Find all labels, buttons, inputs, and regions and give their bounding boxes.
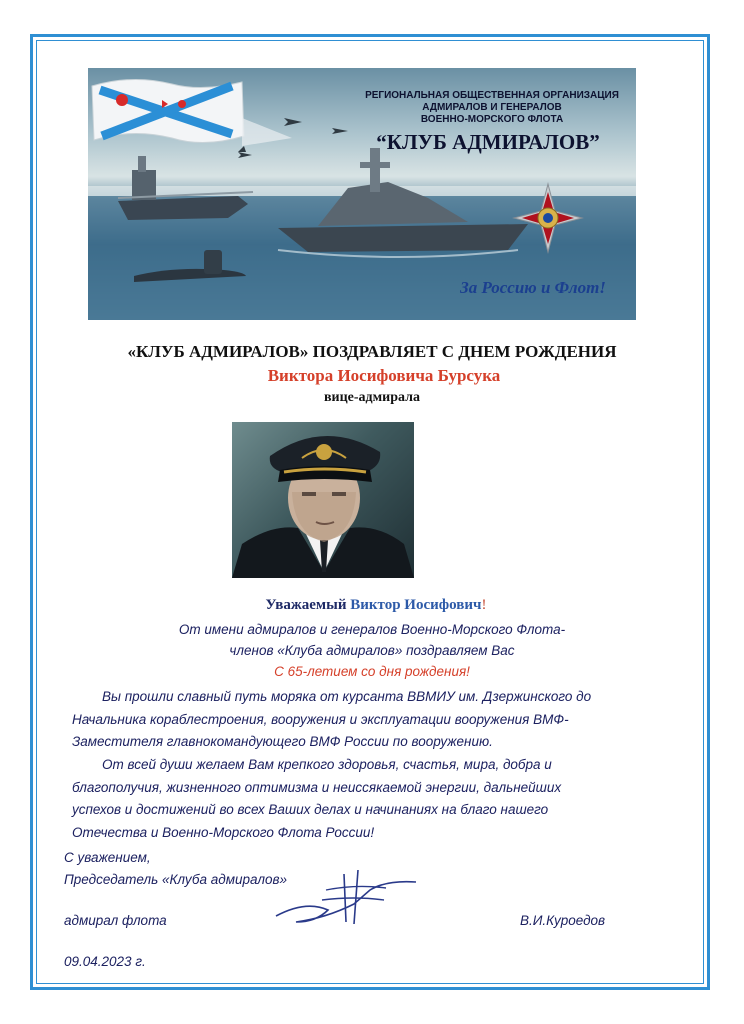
intro-line-1: От имени адмиралов и генералов Военно-Морского Флота- [178, 622, 566, 637]
paragraph-career [72, 686, 672, 754]
greeting-name: Виктор Иосифович [350, 597, 482, 613]
org-line: РЕГИОНАЛЬНАЯ ОБЩЕСТВЕННАЯ ОРГАНИЗАЦИЯ [365, 90, 619, 101]
paragraph-wishes [72, 754, 672, 844]
greeting-suffix: ! [481, 597, 487, 613]
paragraph-line: От всей души желаем Вам крепкого здоровья, счастья, мира, добра и [102, 757, 552, 772]
org-line: ВОЕННО-МОРСКОГО ФЛОТА [420, 114, 564, 125]
paragraph-line: Отечества и Военно-Морского Флота России! [72, 824, 375, 840]
occasion-line: С 65-летием со дня рождения! [274, 664, 470, 679]
greeting-line [40, 597, 704, 614]
andreevsky-flag [92, 79, 292, 146]
banner-motto: За Россию и Флот! [460, 278, 606, 297]
club-name: “КЛУБ АДМИРАЛОВ” [376, 130, 600, 154]
org-line: АДМИРАЛОВ И ГЕНЕРАЛОВ [422, 102, 562, 113]
header-banner [88, 68, 636, 320]
paragraph-line: успехов и достижений во всех Ваших делах и начинаниях на благо нашего [72, 802, 549, 817]
closing-role: Председатель «Клуба адмиралов» [64, 872, 288, 887]
handwritten-signature [266, 860, 426, 945]
paragraph-line: Вы прошли славный путь моряка от курсанта ВВМИУ им. Дзержинского до [102, 689, 592, 704]
portrait-illustration [232, 422, 414, 578]
honoree-rank: вице-адмирала [323, 390, 421, 405]
signer-name: В.И.Куроедов [520, 913, 606, 928]
paragraph-line: благополучия, жизненного оптимизма и неиссякаемой энергии, дальнейших [72, 779, 562, 795]
closing-title: адмирал флота [64, 913, 167, 928]
greeting-prefix: Уважаемый [265, 597, 351, 613]
honoree-name: Виктора Иосифовича Бурсука [267, 366, 501, 385]
paragraph-line: Начальника кораблестроения, вооружения и эксплуатации вооружения ВМФ- [72, 711, 569, 727]
closing-regards: С уважением, [64, 850, 151, 865]
organization-title [360, 90, 624, 126]
document-date: 09.04.2023 г. [64, 954, 146, 969]
paragraph-line: Заместителя главнокомандующего ВМФ России по вооружению. [72, 734, 493, 749]
intro-line-2: членов «Клуба адмиралов» поздравляем Вас [229, 643, 515, 658]
honoree-portrait [232, 422, 414, 578]
page-headline: «КЛУБ АДМИРАЛОВ» ПОЗДРАВЛЯЕТ С ДНЕМ РОЖДЕНИЯ [127, 342, 617, 361]
